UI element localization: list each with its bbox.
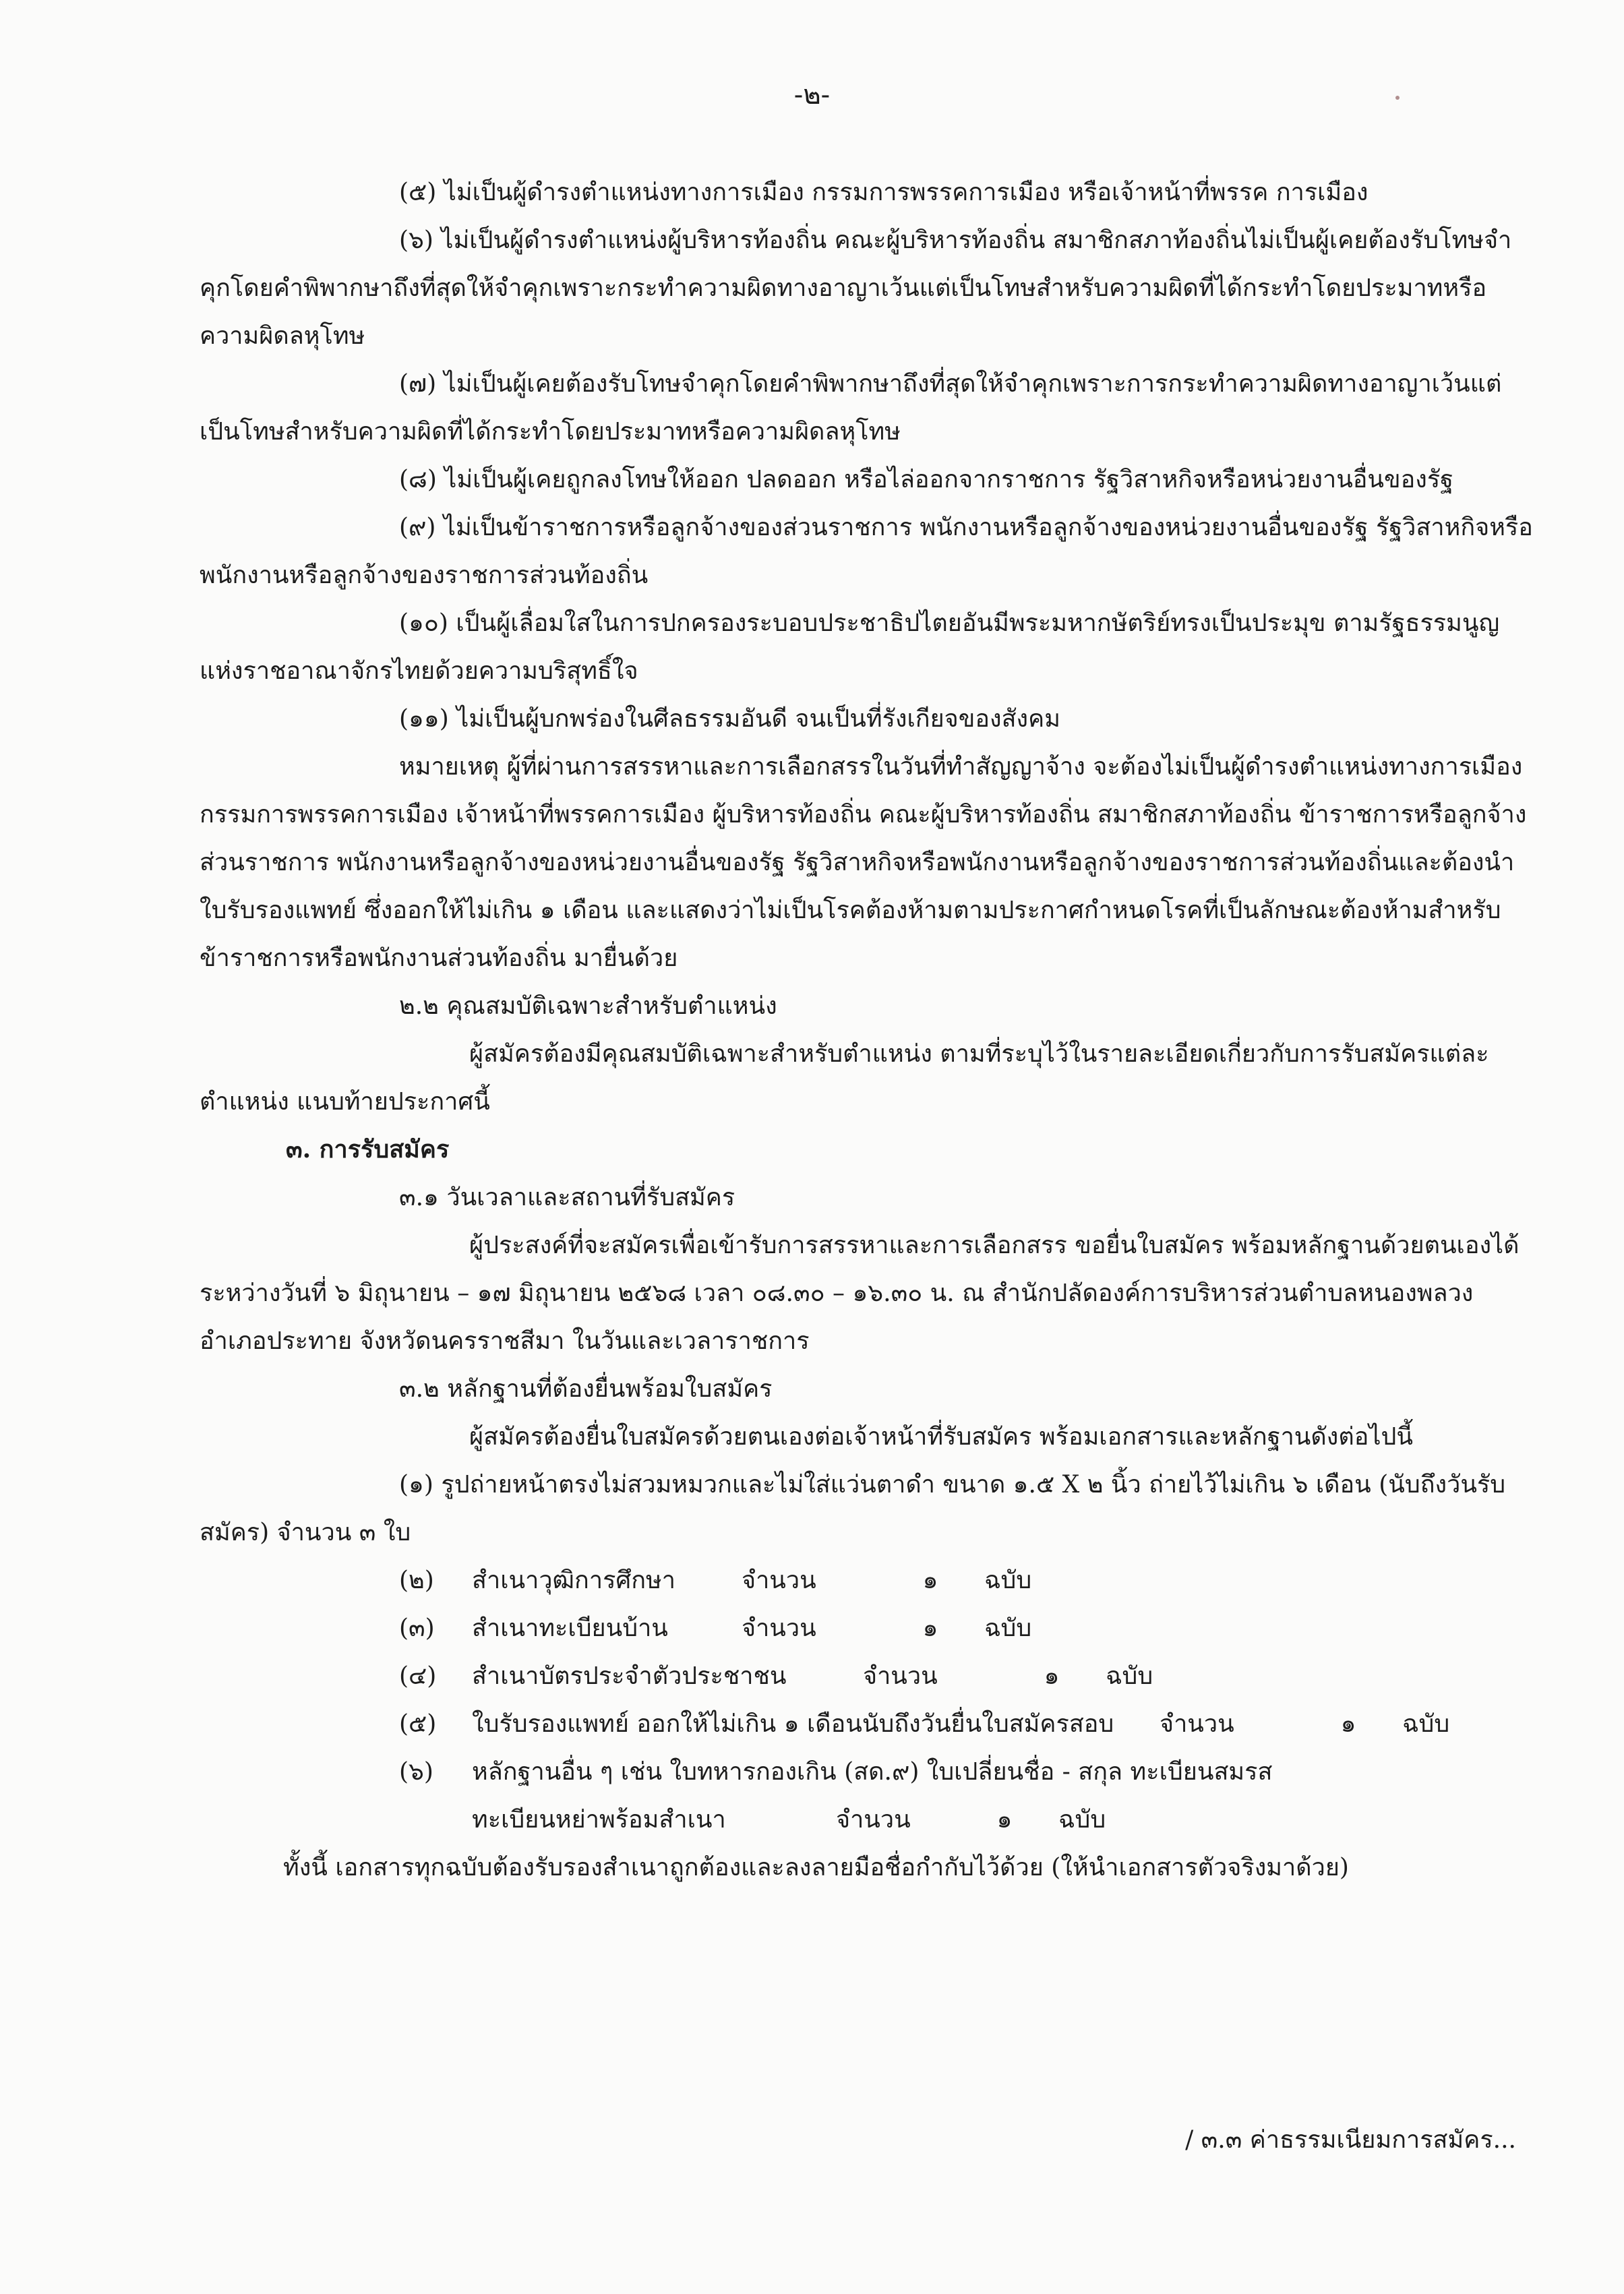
document-item-qty: ๑: [1044, 1662, 1060, 1690]
scan-speck: [1395, 96, 1400, 100]
document-item-qty-label: จำนวน: [863, 1662, 938, 1690]
remark-paragraph: หมายเหตุ ผู้ที่ผ่านการสรรหาและการเลือกสรรในวันที่ทำสัญญาจ้าง จะต้องไม่เป็นผู้ดำรงตำแหน่งทางการเมือง กรรมการพรรคการเมือง เจ้าหน้าที่พรรคการเมือง ผู้บริหารท้องถิ่น คณะผู้บริหารท้องถิ่น สมาชิกสภาท้องถิ่น ข้าราชการหรือลูกจ้างส่วนราชการ พนักงานหรือลูกจ้างของหน่วยงานอื่นของรัฐ รัฐวิสาหกิจหรือพนักงานหรือลูกจ้างของราชการส่วนท้องถิ่นและต้องนำใบรับรองแพทย์ ซึ่งออกให้ไม่เกิน ๑ เดือน และแสดงว่าไม่เป็นโรคต้องห้ามตามประกาศกำหนดโรคที่เป็นลักษณะต้องห้ามสำหรับข้าราชการหรือพนักงานส่วนท้องถิ่น มายื่นด้วย: [200, 753, 1527, 972]
document-item-number: (๕): [399, 1710, 437, 1738]
document-item-6-text-2: ทะเบียนหย่าพร้อมสำเนา: [472, 1806, 726, 1834]
document-item: [200, 1604, 1541, 1652]
document-item: [200, 1652, 1541, 1700]
document-item-qty-label: จำนวน: [742, 1567, 816, 1594]
document-item-6-qty-label: จำนวน: [836, 1806, 911, 1834]
document-body: [200, 169, 1541, 1892]
document-item-qty: ๑: [1340, 1710, 1356, 1738]
document-item: [200, 1700, 1541, 1748]
document-item-unit: ฉบับ: [984, 1614, 1032, 1642]
document-item-text: สำเนาทะเบียนบ้าน: [472, 1614, 668, 1642]
document-item-number: (๔): [399, 1662, 437, 1690]
document-item-qty-label: จำนวน: [1160, 1710, 1234, 1738]
document-item-number: (๓): [399, 1614, 435, 1642]
section-2-2-title: ๒.๒ คุณสมบัติเฉพาะสำหรับตำแหน่ง: [399, 992, 777, 1020]
qualification-10: (๑๐) เป็นผู้เลื่อมใสในการปกครองระบอบประชาธิปไตยอันมีพระมหากษัตริย์ทรงเป็นประมุข ตามรัฐธรรมนูญแห่งราชอาณาจักรไทยด้วยความบริสุทธิ์ใจ: [200, 609, 1500, 685]
qualification-8: (๘) ไม่เป็นผู้เคยถูกลงโทษให้ออก ปลดออก หรือไล่ออกจากราชการ รัฐวิสาหกิจหรือหน่วยงานอื่นของรัฐ: [399, 466, 1454, 493]
page-number: -๒-: [793, 80, 831, 111]
document-item: [200, 1557, 1541, 1604]
document-item-unit: ฉบับ: [1402, 1710, 1450, 1738]
qualification-9: (๙) ไม่เป็นข้าราชการหรือลูกจ้างของส่วนราชการ พนักงานหรือลูกจ้างของหน่วยงานอื่นของรัฐ รัฐวิสาหกิจหรือพนักงานหรือลูกจ้างของราชการส่วนท้องถิ่น: [200, 514, 1533, 589]
document-item-qty: ๑: [922, 1567, 938, 1594]
document-item-text: สำเนาบัตรประจำตัวประชาชน: [472, 1662, 787, 1690]
qualification-11: (๑๑) ไม่เป็นผู้บกพร่องในศีลธรรมอันดี จนเป็นที่รังเกียจของสังคม: [399, 705, 1060, 733]
qualification-7: (๗) ไม่เป็นผู้เคยต้องรับโทษจำคุกโดยคำพิพากษาถึงที่สุดให้จำคุกเพราะการกระทำความผิดทางอาญาเว้นแต่เป็นโทษสำหรับความผิดที่ได้กระทำโดยประมาทหรือความผิดลหุโทษ: [200, 370, 1502, 446]
document-item-6-number: (๖): [399, 1758, 433, 1786]
continuation-note: / ๓.๓ ค่าธรรมเนียมการสมัคร...: [1185, 2126, 1516, 2154]
section-3-title: ๓. การรับสมัคร: [286, 1135, 450, 1164]
document-item-text: สำเนาวุฒิการศึกษา: [472, 1567, 675, 1594]
document-item-qty-label: จำนวน: [742, 1614, 816, 1642]
qualification-6: (๖) ไม่เป็นผู้ดำรงตำแหน่งผู้บริหารท้องถิ่น คณะผู้บริหารท้องถิ่น สมาชิกสภาท้องถิ่นไม่เป็นผู้เคยต้องรับโทษจำคุกโดยคำพิพากษาถึงที่สุดให้จำคุกเพราะกระทำความผิดทางอาญาเว้นแต่เป็นโทษสำหรับความผิดที่ได้กระทำโดยประมาทหรือความผิดลหุโทษ: [200, 227, 1512, 350]
document-item-text: ใบรับรองแพทย์ ออกให้ไม่เกิน ๑ เดือนนับถึงวันยื่นใบสมัครสอบ: [472, 1710, 1114, 1738]
document-list: [200, 1557, 1541, 1748]
document-item-6-text: หลักฐานอื่น ๆ เช่น ใบทหารกองเกิน (สด.๙) ใบเปลี่ยนชื่อ - สกุล ทะเบียนสมรส: [472, 1758, 1273, 1786]
section-3-1-title: ๓.๑ วันเวลาและสถานที่รับสมัคร: [399, 1184, 735, 1211]
closing-statement: ทั้งนี้ เอกสารทุกฉบับต้องรับรองสำเนาถูกต้องและลงลายมือชื่อกำกับไว้ด้วย (ให้นำเอกสารตัวจริงมาด้วย): [283, 1854, 1349, 1881]
section-3-1-body: ผู้ประสงค์ที่จะสมัครเพื่อเข้ารับการสรรหาและการเลือกสรร ขอยื่นใบสมัคร พร้อมหลักฐานด้วยตนเองได้ระหว่างวันที่ ๖ มิถุนายน – ๑๗ มิถุนายน ๒๕๖๘ เวลา ๐๘.๓๐ – ๑๖.๓๐ น. ณ สำนักปลัดองค์การบริหารส่วนตำบลหนองพลวง อำเภอประทาย จังหวัดนครราชสีมา ในวันและเวลาราชการ: [200, 1232, 1520, 1355]
document-item-6-continued: [200, 1796, 1541, 1844]
document-item-6-unit: ฉบับ: [1058, 1806, 1106, 1834]
document-item-1: (๑) รูปถ่ายหน้าตรงไม่สวมหมวกและไม่ใส่แว่นตาดำ ขนาด ๑.๕ X ๒ นิ้ว ถ่ายไว้ไม่เกิน ๖ เดือน (นับถึงวันรับสมัคร) จำนวน ๓ ใบ: [200, 1471, 1506, 1546]
qualification-5: (๕) ไม่เป็นผู้ดำรงตำแหน่งทางการเมือง กรรมการพรรคการเมือง หรือเจ้าหน้าที่พรรค การเมือง: [399, 179, 1369, 206]
section-3-2-body: ผู้สมัครต้องยื่นใบสมัครด้วยตนเองต่อเจ้าหน้าที่รับสมัคร พร้อมเอกสารและหลักฐานดังต่อไปนี้: [469, 1423, 1413, 1451]
document-item-unit: ฉบับ: [984, 1567, 1032, 1594]
document-item-qty: ๑: [922, 1614, 938, 1642]
section-3-2-title: ๓.๒ หลักฐานที่ต้องยื่นพร้อมใบสมัคร: [399, 1375, 773, 1403]
document-item-number: (๒): [399, 1567, 434, 1594]
document-item-6: [200, 1748, 1541, 1796]
section-2-2-body: ผู้สมัครต้องมีคุณสมบัติเฉพาะสำหรับตำแหน่ง ตามที่ระบุไว้ในรายละเอียดเกี่ยวกับการรับสมัครแต่ละตำแหน่ง แนบท้ายประกาศนี้: [200, 1040, 1489, 1116]
document-item-unit: ฉบับ: [1106, 1662, 1153, 1690]
document-item-6-qty: ๑: [996, 1806, 1013, 1834]
